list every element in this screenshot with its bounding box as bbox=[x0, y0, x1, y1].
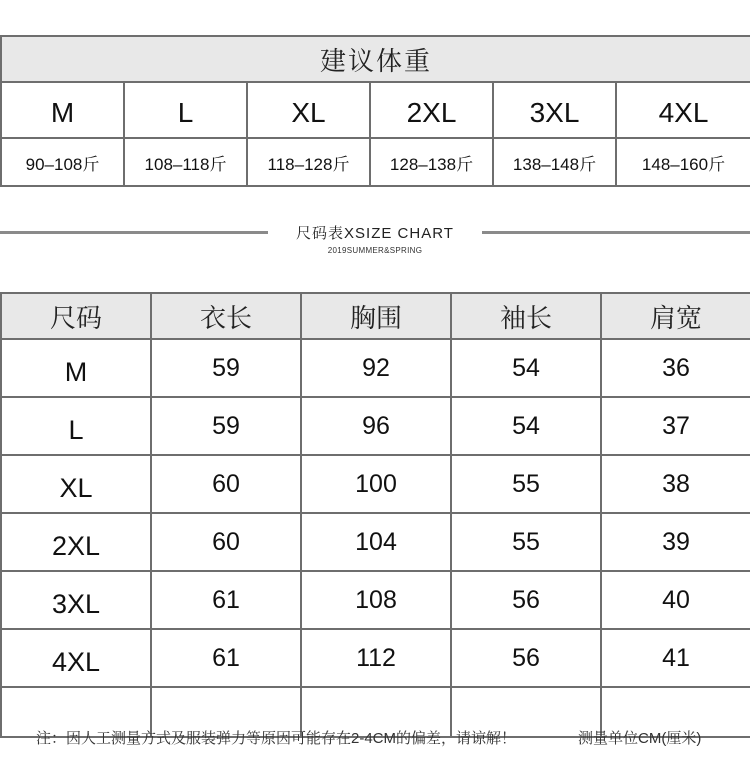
weight-size-label: L bbox=[124, 82, 247, 138]
table-cell: 61 bbox=[151, 629, 301, 687]
table-cell: 54 bbox=[451, 397, 601, 455]
table-cell: 54 bbox=[451, 339, 601, 397]
table-cell: 40 bbox=[601, 571, 750, 629]
weight-size-label: 4XL bbox=[616, 82, 750, 138]
table-cell: 108 bbox=[301, 571, 451, 629]
column-header: 肩宽 bbox=[601, 293, 750, 339]
table-cell: 100 bbox=[301, 455, 451, 513]
table-row bbox=[1, 629, 750, 687]
weight-size-label: M bbox=[1, 82, 124, 138]
table-cell: 60 bbox=[151, 513, 301, 571]
column-header: 衣长 bbox=[151, 293, 301, 339]
size-chart-subheading: 2019SUMMER&SPRING bbox=[327, 246, 423, 255]
size-label: L bbox=[1, 397, 151, 455]
table-cell: 36 bbox=[601, 339, 750, 397]
weight-size-label: 3XL bbox=[493, 82, 616, 138]
size-label: 2XL bbox=[1, 513, 151, 571]
table-cell: 92 bbox=[301, 339, 451, 397]
table-cell: 55 bbox=[451, 513, 601, 571]
weight-range: 90–108斤 bbox=[1, 138, 124, 186]
table-cell: 41 bbox=[601, 629, 750, 687]
weight-range: 138–148斤 bbox=[493, 138, 616, 186]
size-label: M bbox=[1, 339, 151, 397]
measurement-unit: 测量单位CM(厘米) bbox=[578, 730, 702, 747]
weight-range: 128–138斤 bbox=[370, 138, 493, 186]
table-row bbox=[1, 513, 750, 571]
table-cell: 104 bbox=[301, 513, 451, 571]
weight-size-label: XL bbox=[247, 82, 370, 138]
table-cell: 59 bbox=[151, 397, 301, 455]
table-row bbox=[1, 339, 750, 397]
heading-divider-left bbox=[0, 231, 268, 234]
weight-size-label: 2XL bbox=[370, 82, 493, 138]
table-cell: 96 bbox=[301, 397, 451, 455]
weight-table-title: 建议体重 bbox=[1, 36, 750, 82]
table-cell: 38 bbox=[601, 455, 750, 513]
column-header: 尺码 bbox=[1, 293, 151, 339]
table-cell: 39 bbox=[601, 513, 750, 571]
size-label: XL bbox=[1, 455, 151, 513]
table-cell: 37 bbox=[601, 397, 750, 455]
column-header: 袖长 bbox=[451, 293, 601, 339]
table-cell: 56 bbox=[451, 629, 601, 687]
table-row bbox=[1, 397, 750, 455]
size-label: 4XL bbox=[1, 629, 151, 687]
column-header: 胸围 bbox=[301, 293, 451, 339]
measurement-disclaimer: 注：因人工测量方式及服装弹力等原因可能存在2-4CM的偏差，请谅解！ bbox=[36, 730, 517, 747]
table-header-row bbox=[1, 293, 750, 339]
table-cell: 61 bbox=[151, 571, 301, 629]
size-chart-table bbox=[0, 292, 750, 738]
table-cell: 112 bbox=[301, 629, 451, 687]
table-cell: 56 bbox=[451, 571, 601, 629]
table-cell: 60 bbox=[151, 455, 301, 513]
table-row bbox=[1, 455, 750, 513]
recommended-weight-table bbox=[0, 35, 750, 187]
table-cell: 59 bbox=[151, 339, 301, 397]
weight-range: 108–118斤 bbox=[124, 138, 247, 186]
weight-range: 148–160斤 bbox=[616, 138, 750, 186]
heading-divider-right bbox=[482, 231, 750, 234]
table-row bbox=[1, 571, 750, 629]
size-label: 3XL bbox=[1, 571, 151, 629]
weight-range: 118–128斤 bbox=[247, 138, 370, 186]
size-chart-heading: 尺码表XSIZE CHART bbox=[296, 225, 454, 242]
table-cell: 55 bbox=[451, 455, 601, 513]
